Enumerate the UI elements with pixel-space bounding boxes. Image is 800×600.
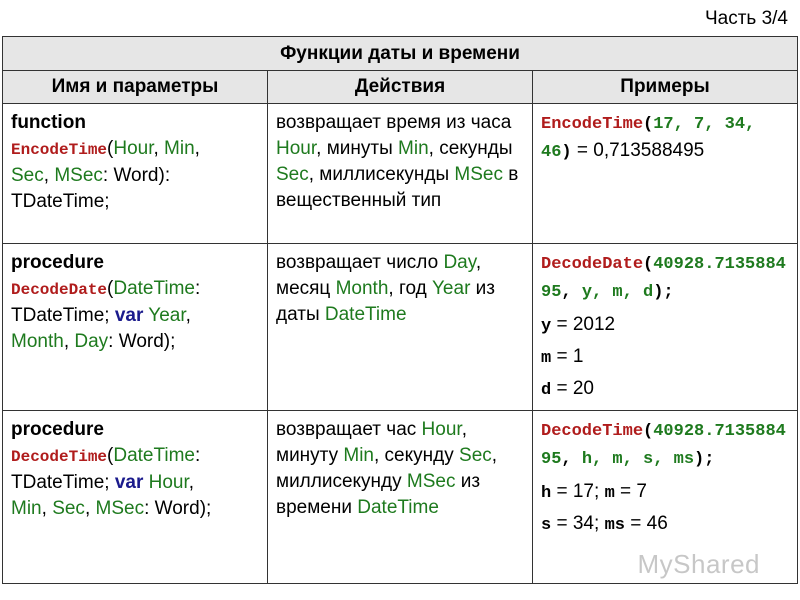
example-number: 40928.713588495 — [541, 255, 786, 302]
action-param: Sec — [459, 445, 492, 466]
action-cell — [268, 104, 533, 244]
action-param: Hour — [276, 138, 317, 159]
header-actions: Действия — [268, 71, 533, 104]
example-args: h, m, s, ms — [581, 450, 695, 469]
action-text: в вещественный тип — [276, 164, 519, 211]
kind-keyword: procedure — [11, 252, 104, 273]
param: Hour — [113, 138, 154, 159]
table-row — [3, 104, 798, 244]
function-name: DecodeTime — [11, 448, 108, 466]
name-params-cell: procedure DecodeDate(DateTime: TDateTime; var Year, Month, Day: Word); — [3, 244, 268, 411]
action-text: возвращает час — [276, 419, 417, 440]
action-param: DateTime — [357, 497, 439, 518]
action-param: DateTime — [324, 304, 407, 325]
result-line — [541, 342, 791, 374]
result-line — [541, 310, 791, 342]
table-title: Функции даты и времени — [3, 37, 798, 71]
param: Sec — [11, 165, 44, 186]
action-text: , миллисекунду — [276, 445, 498, 492]
param-type: TDateTime; — [11, 472, 110, 493]
action-cell — [268, 244, 533, 411]
param: Day — [74, 331, 109, 352]
param: Sec — [52, 498, 85, 519]
result-value: = 7 — [620, 481, 647, 502]
result-line — [541, 477, 791, 509]
result-value: = 1 — [556, 346, 584, 367]
example-function: DecodeDate — [541, 255, 644, 274]
action-param: Hour — [421, 419, 462, 440]
example-cell: DecodeDate(40928.713588495, y, m, d); y = 2012 m = 1 d = 20 — [533, 244, 798, 411]
action-param: Day — [443, 252, 476, 273]
result-value: = 2012 — [556, 314, 616, 335]
var-keyword: var — [114, 472, 144, 493]
param-type: Word); — [118, 331, 176, 352]
watermark: MyShared — [637, 549, 760, 579]
var-keyword: var — [114, 305, 144, 326]
action-text: возвращает время из часа — [276, 112, 512, 133]
action-text: из даты — [276, 278, 495, 325]
action-text: , минуту — [276, 419, 467, 466]
result-var: ms — [604, 516, 625, 535]
result-var: m — [541, 349, 552, 368]
header-name-params: Имя и параметры — [3, 71, 268, 104]
param: Year — [148, 305, 186, 326]
param: Min — [11, 498, 42, 519]
name-params-cell: function EncodeTime(Hour, Min, Sec, MSec: Word): TDateTime; — [3, 104, 268, 244]
example-function: EncodeTime — [541, 115, 644, 134]
example-args: 17, 7, 34, 46 — [541, 115, 756, 162]
example-cell: EncodeTime(17, 7, 34, 46) = 0,713588495 — [533, 104, 798, 244]
action-text: , миллисекунды — [308, 164, 450, 185]
param: MSec — [54, 165, 103, 186]
result-var: h — [541, 484, 552, 503]
result-var: d — [541, 381, 552, 400]
name-params-cell: procedure DecodeTime(DateTime: TDateTime; var Hour, Min, Sec, MSec: Word); — [3, 411, 268, 584]
function-name: EncodeTime — [11, 141, 108, 159]
kind-keyword: function — [11, 112, 86, 133]
result-value: = 20 — [556, 378, 594, 399]
result-var: y — [541, 317, 552, 336]
param-type: Word — [113, 165, 159, 186]
param: DateTime — [113, 278, 195, 299]
example-cell: DecodeTime(40928.713588495, h, m, s, ms); h = 17; m = 7 s = 34; ms = 46 — [533, 411, 798, 584]
action-param: Min — [343, 445, 374, 466]
param-type: TDateTime; — [11, 305, 110, 326]
param: MSec — [95, 498, 145, 519]
example-result: = 0,713588495 — [576, 140, 705, 161]
action-cell — [268, 411, 533, 584]
action-param: MSec — [406, 471, 456, 492]
action-text: , год — [388, 278, 427, 299]
action-param: Sec — [276, 164, 309, 185]
result-var: s — [541, 516, 552, 535]
functions-table — [2, 36, 798, 584]
action-text: возвращает число — [276, 252, 439, 273]
param-type: Word); — [154, 498, 212, 519]
param: Month — [11, 331, 64, 352]
action-param: MSec — [454, 164, 503, 185]
result-value: = 34; — [556, 513, 600, 534]
result-line — [541, 374, 791, 406]
result-value: = 17; — [556, 481, 600, 502]
param: DateTime — [113, 445, 195, 466]
action-text: , месяц — [276, 252, 482, 299]
action-text: , секунды — [428, 138, 513, 159]
result-value: = 46 — [630, 513, 668, 534]
example-number: 40928.713588495 — [541, 422, 786, 469]
action-text: , минуты — [316, 138, 393, 159]
action-param: Year — [432, 278, 471, 299]
function-name: DecodeDate — [11, 281, 108, 299]
param: Min — [164, 138, 195, 159]
action-param: Month — [335, 278, 389, 299]
param: Hour — [148, 472, 189, 493]
kind-keyword: procedure — [11, 419, 104, 440]
result-line — [541, 509, 791, 541]
example-function: DecodeTime — [541, 422, 644, 441]
example-args: y, m, d — [581, 283, 654, 302]
result-var: m — [604, 484, 615, 503]
return-type: TDateTime; — [11, 191, 110, 212]
header-examples: Примеры — [533, 71, 798, 104]
action-text: из времени — [276, 471, 481, 518]
part-label: Часть 3/4 — [704, 8, 788, 29]
action-text: , секунду — [374, 445, 454, 466]
action-param: Min — [398, 138, 429, 159]
table-row — [3, 244, 798, 411]
